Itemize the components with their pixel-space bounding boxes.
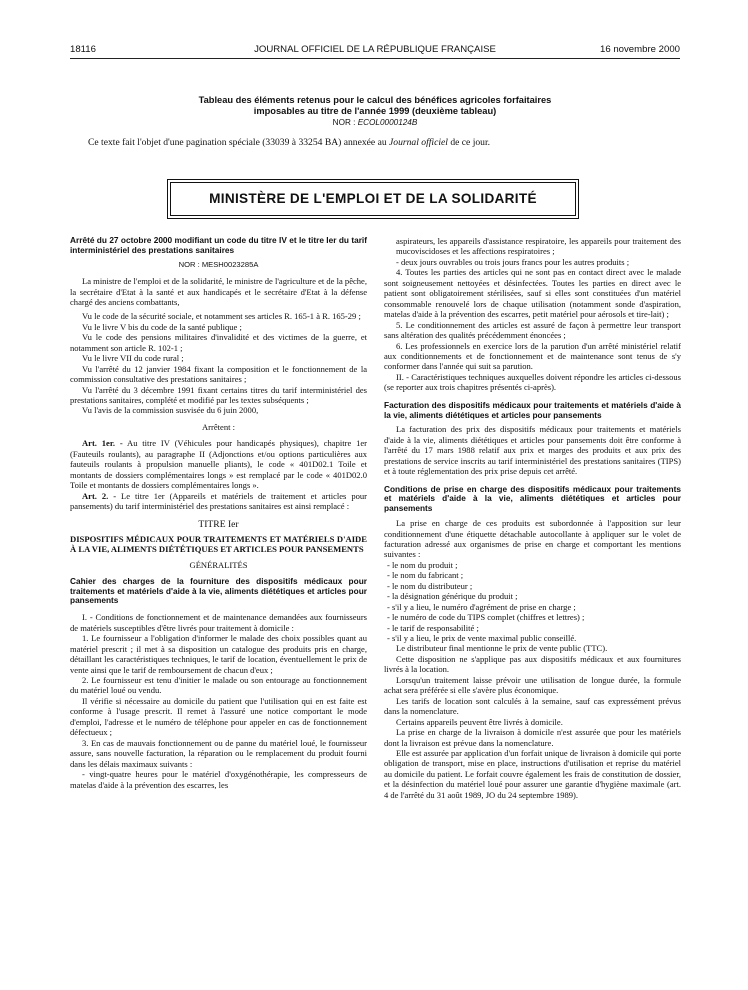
article-2-text: Le titre 1er (Appareils et matériels de traitement et articles pour pansements) du tarif interministériel des prestations sanitaires est ainsi remplacé : bbox=[70, 490, 367, 512]
facturation-heading: Facturation des dispositifs médicaux pour traitements et matériels d'aide à la vie, aliments diététiques et articles pour pansements bbox=[384, 399, 681, 420]
tableau-title-line2: imposables au titre de l'année 1999 (deuxième tableau) bbox=[253, 106, 497, 116]
arretent: Arrêtent : bbox=[202, 421, 235, 432]
section-i: I. - Conditions de fonctionnement et de maintenance demandées aux fournisseurs de matériels susceptibles d'être livrés pour traitement à domicile : bbox=[70, 612, 367, 633]
titre-1: TITRE Ier bbox=[198, 518, 239, 530]
page-number: 18116 bbox=[70, 44, 96, 55]
visa-2: Vu le livre V bis du code de la santé publique ; bbox=[82, 321, 242, 332]
note-part-b: de ce jour. bbox=[447, 137, 491, 148]
tableau-nor-value: ECOL0000124B bbox=[357, 118, 418, 127]
visa-3: Vu le code des pensions militaires d'invalidité et des victimes de la guerre, et notamment son article R. 102-1 ; bbox=[70, 332, 367, 353]
tableau-note bbox=[88, 137, 680, 148]
titre-heading: DISPOSITIFS MÉDICAUX POUR TRAITEMENTS ET MATÉRIELS D'AIDE À LA VIE, ALIMENTS DIÉTÉTIQUES ET ARTICLES POUR PANSEMENTS bbox=[70, 534, 367, 555]
facturation-text: La facturation des prix des dispositifs médicaux pour traitements et matériels d'aide à la vie, aliments diététiques et articles pour pansements doit être conforme à l'arrêté du 17 mars 1988 relatif aux prix et marges des produits et aux prix des prestations de service inscrits au tarif interministériel des prestations sanitaires (TIPS) et à toute réglementation des prix prise depuis cet arrêté. bbox=[384, 424, 681, 477]
dash-2: - deux jours ouvrables ou trois jours francs pour les autres produits ; bbox=[396, 256, 630, 267]
visa-1: Vu le code de la sécurité sociale, et notamment ses articles R. 165-1 à R. 165-29 ; bbox=[82, 311, 361, 322]
generalites: GÉNÉRALITÉS bbox=[189, 560, 248, 571]
item-1: 1. Le fournisseur a l'obligation d'informer le malade des choix possibles quant au matériel prescrit ; il met à sa disposition un catalogue des produits pris en charge, détaillant les caractéristiques techniques, le tarif de location, éventuellement le prix de vente ainsi que le tarif de remboursement de chacun d'eux ; bbox=[70, 633, 367, 675]
item-3-dash: - vingt-quatre heures pour le matériel d'oxygénothérapie, les compresseurs de matelas d'aide à la prévention des escarres, les bbox=[70, 769, 367, 790]
para-r12: Les tarifs de location sont calculés à la semaine, sauf cas expressément prévus dans la nomenclature. bbox=[384, 695, 681, 717]
visa-6: Vu l'arrêté du 3 décembre 1991 fixant certains titres du tarif interministériel des prestations sanitaires, complété et modifié par les textes subséquents ; bbox=[70, 384, 367, 406]
item-5: 5. Le conditionnement des articles est assuré de façon à permettre leur transport sans altération des qualités précédemment énoncées ; bbox=[384, 319, 681, 341]
arrete-title: Arrêté du 27 octobre 2000 modifiant un code du titre IV et le titre Ier du tarif interministériel des prestations sanitaires bbox=[70, 235, 367, 255]
tableau-nor-label: NOR : bbox=[332, 118, 358, 127]
issue-date: 16 novembre 2000 bbox=[599, 44, 680, 55]
running-header bbox=[70, 44, 680, 58]
note-part-a: Ce texte fait l'objet d'une pagination spéciale (33039 à 33254 BA) annexée au bbox=[88, 137, 390, 148]
tableau-title-line1: Tableau des éléments retenus pour le calcul des bénéfices agricoles forfaitaires bbox=[198, 95, 552, 105]
article-1 bbox=[70, 438, 367, 490]
list-item: - le tarif de responsabilité ; bbox=[387, 622, 479, 633]
visa-4: Vu le livre VII du code rural ; bbox=[82, 353, 184, 364]
preamble: La ministre de l'emploi et de la solidarité, le ministre de l'agriculture et de la pêche, la secrétaire d'Etat à la santé et aux handicapés et le secrétaire d'Etat à la défense chargé des anciens combattants, bbox=[70, 276, 367, 307]
section-ii: II. - Caractéristiques techniques auxquelles doivent répondre les articles ci-dessous (se reporter aux trois chapitres présentés ci-après). bbox=[384, 371, 681, 393]
para-r13: Certains appareils peuvent être livrés à domicile. bbox=[396, 716, 563, 727]
para-r11: Lorsqu'un traitement laisse prévoir une utilisation de longue durée, la formule achat sera préférée si elle s'avère plus économique. bbox=[384, 674, 681, 696]
visa-5: Vu l'arrêté du 12 janvier 1984 fixant la composition et le fonctionnement de la commission consultative des prestations sanitaires ; bbox=[70, 363, 367, 385]
tableau-nor bbox=[70, 118, 680, 127]
item-2-cont: Il vérifie si nécessaire au domicile du patient que l'utilisation qui en est faite est conforme à l'usage prescrit. Il remet à l'assuré une notice comportant le mode d'emploi, l'adresse et le numéro de téléphone pour appeler en cas de fonctionnement défectueux ; bbox=[70, 695, 367, 738]
header-rule bbox=[70, 58, 680, 59]
list-item: - la désignation générique du produit ; bbox=[387, 591, 518, 602]
right-column bbox=[384, 236, 681, 800]
arrete-nor: NOR : MESH0023285A bbox=[178, 259, 259, 269]
list-item: - le nom du distributeur ; bbox=[387, 580, 473, 591]
list-item: - le nom du fabricant ; bbox=[387, 570, 464, 581]
note-italic: Journal officiel bbox=[389, 137, 448, 148]
para-r14: La prise en charge de la livraison à domicile n'est assurée que pour les matériels dont la livraison est prévue dans la nomenclature. bbox=[384, 727, 681, 748]
mentions-list bbox=[384, 560, 681, 644]
item-2: 2. Le fournisseur est tenu d'initier le malade ou son entourage au fonctionnement du matériel loué ou vendu. bbox=[70, 674, 367, 696]
ministry-title: MINISTÈRE DE L'EMPLOI ET DE LA SOLIDARITÉ bbox=[209, 191, 537, 206]
conditions-text: La prise en charge de ces produits est subordonnée à l'apposition sur leur conditionnement d'une étiquette détachable autocollante à appliquer sur le volet de facturation adressé aux organismes de prise en charge et comportant les mentions suivantes : bbox=[384, 518, 681, 560]
article-2-label: Art. 2. - bbox=[82, 490, 117, 501]
article-1-label: Art. 1er. - bbox=[82, 438, 123, 449]
item-4: 4. Toutes les parties des articles qui ne sont pas en contact direct avec le malade sont soigneusement nettoyées et désinfectées. Toutes les parties en direct avec le patient sont obligatoirement stérilisées, sauf si elles sont constituées d'un matériel consommable renouvelé lors de chaque utilisation (notamment sonde d'aspiration, matelas d'aide à la prévention des escarres, petit matériel pour aérosols et tire-lait) ; bbox=[384, 267, 681, 320]
ministry-box bbox=[170, 182, 576, 216]
para-r10: Cette disposition ne s'applique pas aux dispositifs médicaux et aux fournitures livrés à la location. bbox=[384, 653, 681, 675]
item-6: 6. Les professionnels en exercice lors de la parution d'un arrêté ministériel relatif aux conditionnements et de fonctionnement et de maintenance sont tenus de s'y conformer dans l'année qui suit sa parution. bbox=[384, 340, 681, 372]
article-1-text: Au titre IV (Véhicules pour handicapés physiques), chapitre 1er (Fauteuils roulants), au paragraphe II (Adjonctions et/ou options particulières aux fauteuils roulants à propulsion manuelle pliants), le code « 401D02.1 Toile et montants de dossiers complémentaires longs » est remplacé par le code « 401D02.0 Toile et montants de dossiers complémentaires longs ». bbox=[70, 438, 367, 491]
left-column bbox=[70, 236, 367, 790]
item-3: 3. En cas de mauvais fonctionnement ou de panne du matériel loué, le fournisseur assure, sans nouvelle facturation, la réparation ou le remplacement du produit fourni dans les délais maximaux suivants : bbox=[70, 737, 367, 769]
para-r9: Le distributeur final mentionne le prix de vente public (TTC). bbox=[396, 643, 608, 654]
journal-name: JOURNAL OFFICIEL DE LA RÉPUBLIQUE FRANÇAISE bbox=[254, 44, 496, 55]
cahier-heading: Cahier des charges de la fourniture des dispositifs médicaux pour traitements et matériels d'aide à la vie, aliments diététiques et articles pour pansements bbox=[70, 575, 367, 606]
visa-7: Vu l'avis de la commission susvisée du 6 juin 2000, bbox=[82, 405, 259, 416]
para-r15: Elle est assurée par application d'un forfait unique de livraison à domicile qui porte obligation de transport, mise en place, instructions d'utilisation et reprise du matériel au domicile du patient. Le forfait couvre également les frais de constitution de dossier, et la désinfection du matériel loué pour assurer une garantie d'hygiène maximale (art. 4 de l'arrêté du 31 août 1989, JO du 24 septembre 1989). bbox=[384, 748, 681, 800]
tableau-title bbox=[70, 95, 680, 117]
list-item: - s'il y a lieu, le numéro d'agrément de prise en charge ; bbox=[387, 601, 576, 612]
article-2 bbox=[70, 491, 367, 512]
dash-cont: aspirateurs, les appareils d'assistance respiratoire, les appareils pour traitement des mucoviscidoses et les affections respiratoires ; bbox=[396, 236, 681, 257]
list-item: - le nom du produit ; bbox=[387, 559, 458, 570]
list-item: - s'il y a lieu, le prix de vente maximal public conseillé. bbox=[387, 633, 577, 644]
conditions-heading: Conditions de prise en charge des dispositifs médicaux pour traitements et matériels d'aide à la vie, aliments diététiques et articles pour pansements bbox=[384, 483, 681, 514]
list-item: - le numéro de code du TIPS complet (chiffres et lettres) ; bbox=[387, 612, 585, 623]
